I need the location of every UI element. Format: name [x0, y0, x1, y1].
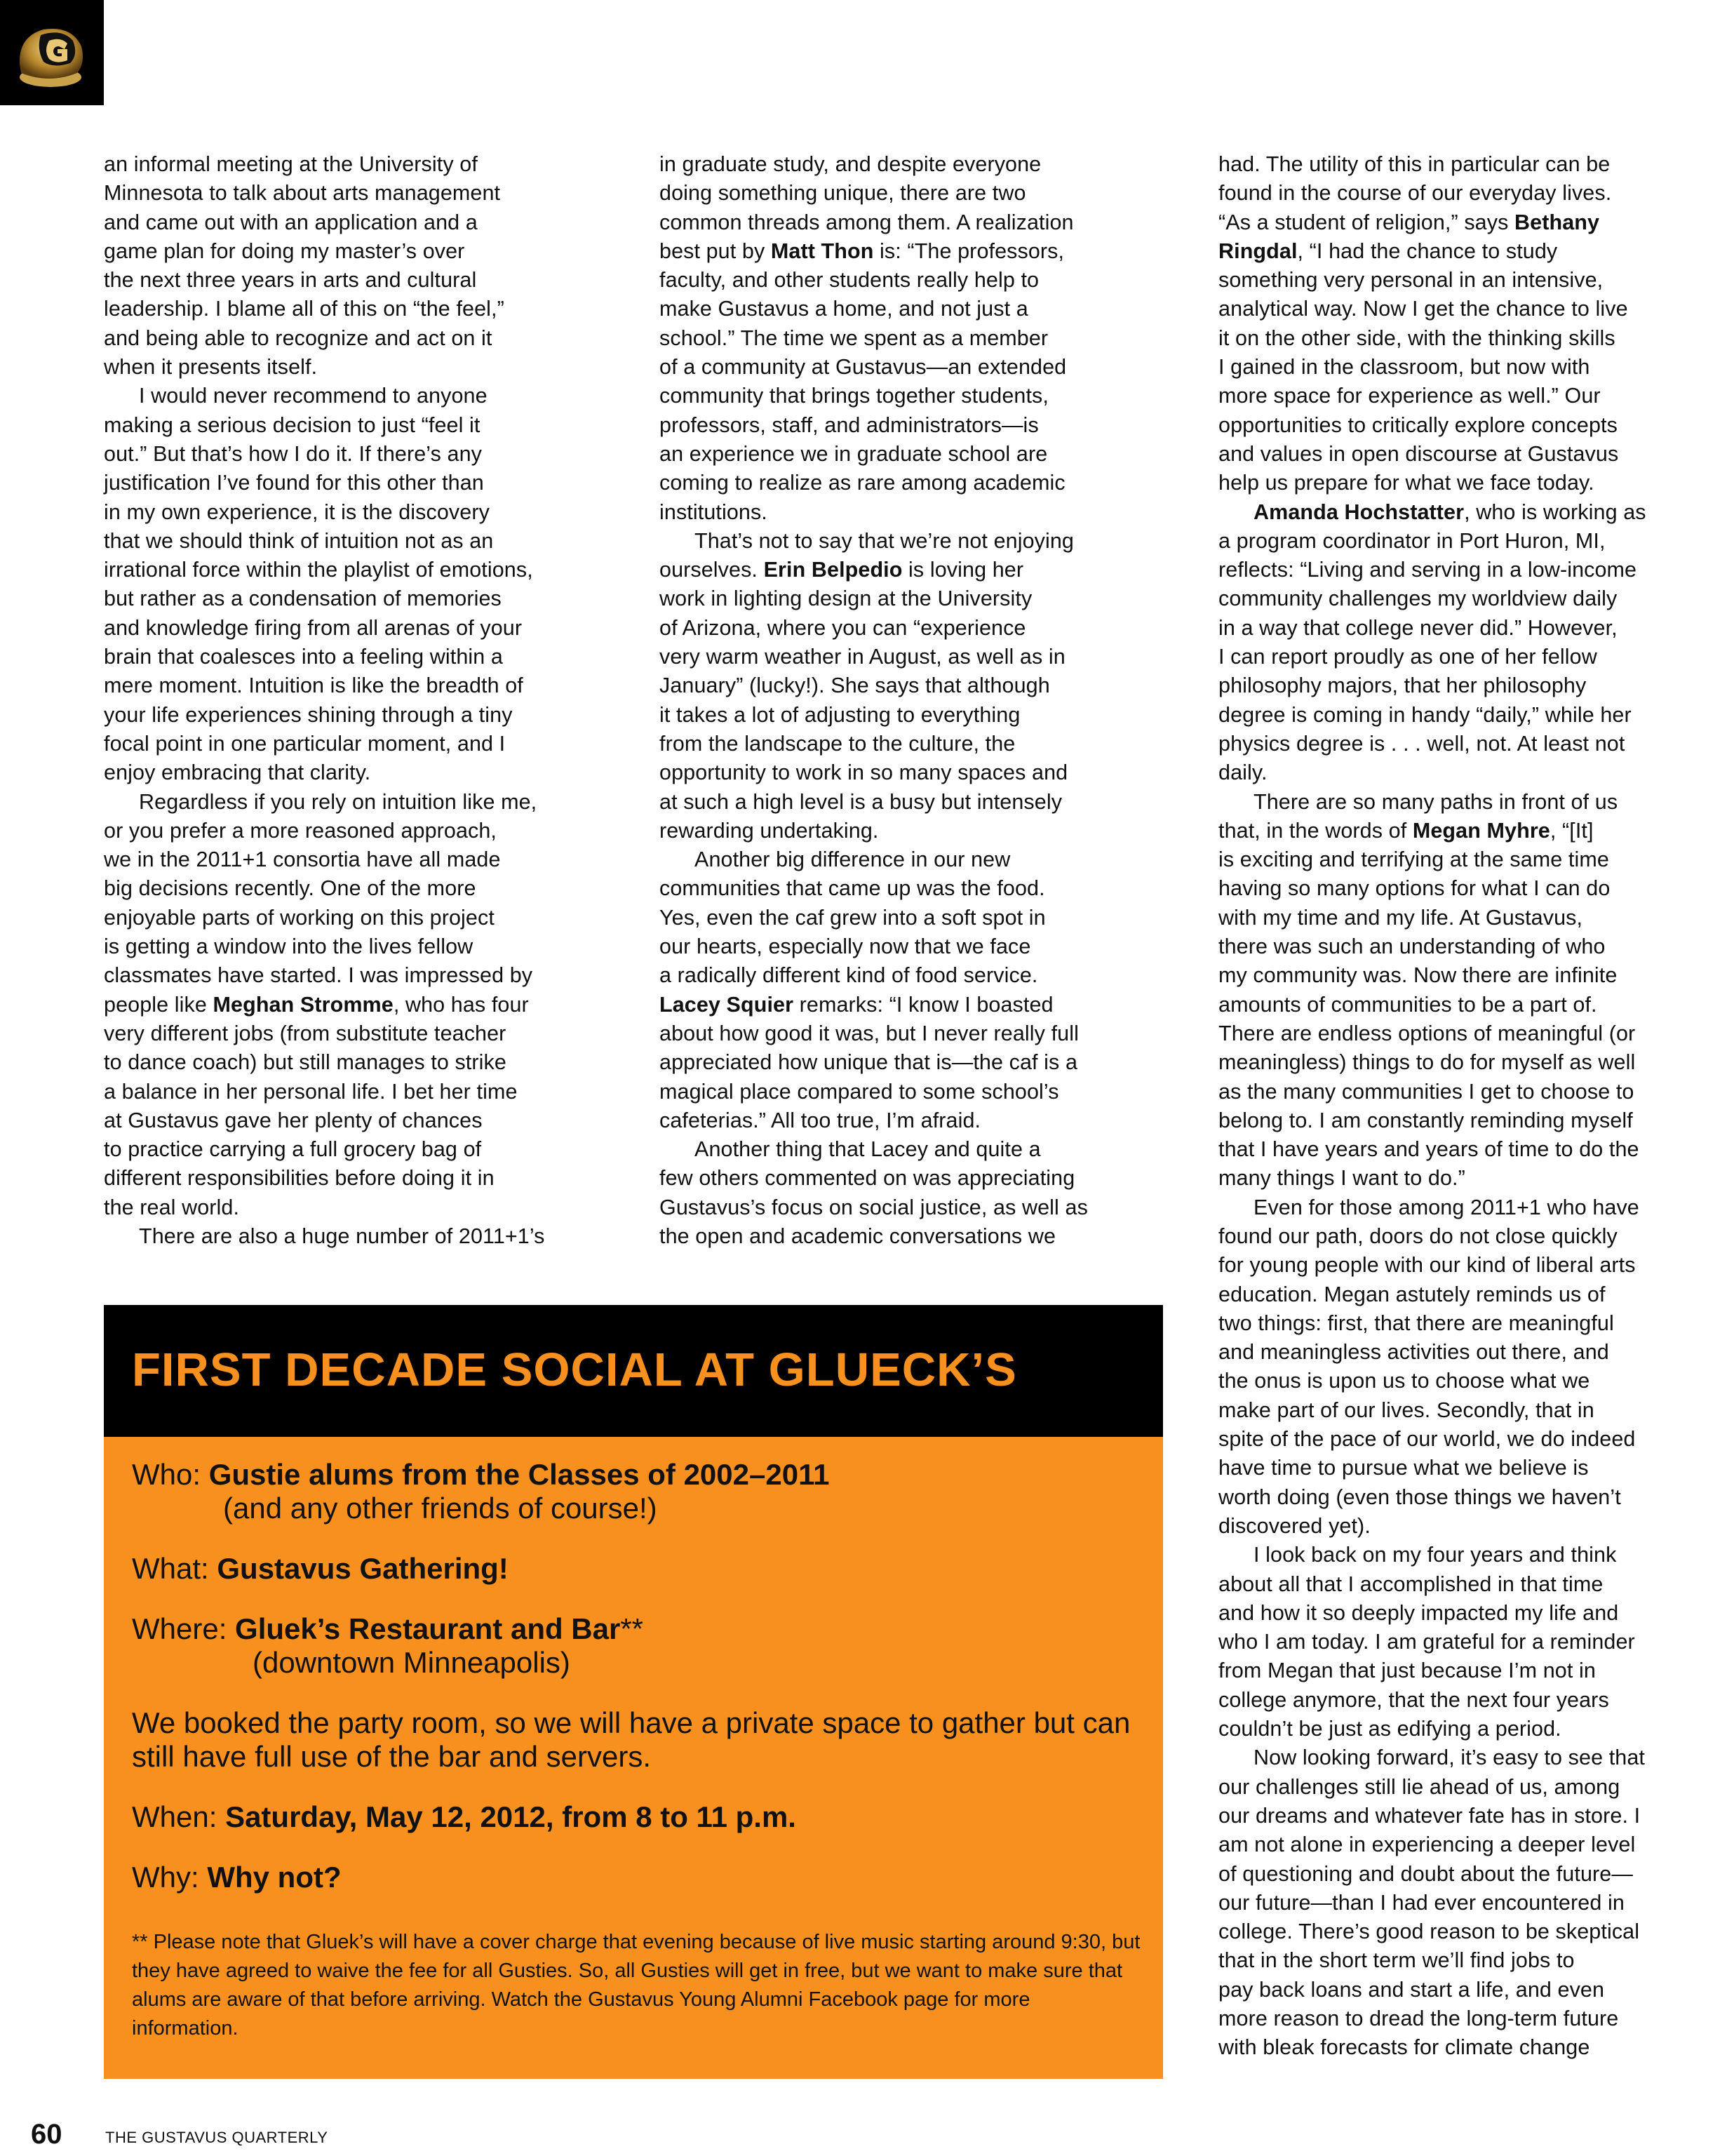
article-line: a program coordinator in Port Huron, MI, — [1218, 528, 1606, 553]
person-name: Lacey Squier — [659, 992, 794, 1017]
article-line: your life experiences shining through a tiny — [104, 702, 513, 727]
article-line: Another thing that Lacey and quite a — [694, 1137, 1041, 1162]
article-line: to practice carrying a full grocery bag of — [104, 1137, 482, 1162]
article-line: at Gustavus gave her plenty of chances — [104, 1108, 483, 1132]
article-line: found our path, doors do not close quickly — [1218, 1224, 1618, 1248]
article-line: our challenges still lie ahead of us, among — [1218, 1774, 1620, 1799]
person-name: Ringdal — [1218, 239, 1298, 263]
article-line: Yes, even the caf grew into a soft spot in — [659, 905, 1046, 930]
article-line: enjoyable parts of working on this project — [104, 905, 495, 930]
article-line: coming to realize as rare among academic — [659, 471, 1066, 495]
article-line: justification I’ve found for this other than — [104, 471, 484, 495]
article-column-3 — [1218, 150, 1734, 2063]
article-line: There are also a huge number of 2011+1’s — [139, 1224, 545, 1248]
article-line: make Gustavus a home, and not just a — [659, 297, 1028, 321]
article-line: professors, staff, and administrators—is — [659, 413, 1039, 437]
article-line: school.” The time we spent as a member — [659, 326, 1049, 350]
why-value: Why not? — [207, 1861, 342, 1894]
article-line: brain that coalesces into a feeling within a — [104, 645, 503, 669]
article-line: to dance coach) but still manages to strike — [104, 1050, 506, 1075]
article-line: worth doing (even those things we haven’t — [1218, 1485, 1621, 1509]
article-line: out.” But that’s how I do it. If there’s any — [104, 441, 483, 466]
article-line: people like Meghan Stromme, who has four — [104, 992, 529, 1017]
article-line: institutions. — [659, 500, 767, 524]
article-column-2 — [659, 150, 1171, 1251]
article-line: of questioning and doubt about the future— — [1218, 1861, 1633, 1886]
person-name: Megan Myhre — [1412, 818, 1550, 843]
article-line: is getting a window into the lives fellow — [104, 935, 473, 959]
article-line: a radically different kind of food service. — [659, 963, 1038, 988]
article-line: as the many communities I get to choose to — [1218, 1079, 1634, 1104]
article-line: opportunity to work in so many spaces and — [659, 761, 1068, 785]
article-line: irrational force within the playlist of emotions, — [104, 558, 533, 582]
article-line: leadership. I blame all of this on “the feel,” — [104, 297, 504, 321]
article-line: found in the course of our everyday lives. — [1218, 181, 1612, 206]
article-line: in my own experience, it is the discovery — [104, 500, 490, 524]
article-line: that we should think of intuition not as an — [104, 528, 494, 553]
who-subtext: (and any other friends of course!) — [223, 1492, 657, 1525]
article-line: Another big difference in our new — [694, 848, 1011, 872]
article-line: and knowledge firing from all arenas of your — [104, 615, 523, 640]
article-line: game plan for doing my master’s over — [104, 239, 465, 263]
why-label: Why: — [132, 1861, 208, 1894]
article-line: at such a high level is a busy but intensely — [659, 789, 1063, 814]
article-line: focal point in one particular moment, and I — [104, 731, 506, 756]
article-line: make part of our lives. Secondly, that in — [1218, 1398, 1594, 1422]
publication-name: THE GUSTAVUS QUARTERLY — [105, 2129, 328, 2146]
article-line: something very personal in an intensive, — [1218, 268, 1604, 293]
article-line: best put by Matt Thon is: “The professors, — [659, 239, 1065, 263]
article-line: and meaningless activities out there, and — [1218, 1340, 1609, 1365]
article-line: a balance in her personal life. I bet her time — [104, 1079, 518, 1104]
article-line: with bleak forecasts for climate change — [1218, 2035, 1590, 2060]
article-line: big decisions recently. One of the more — [104, 876, 476, 901]
article-line: Lacey Squier remarks: “I know I boasted — [659, 992, 1054, 1017]
event-callout-box — [104, 1305, 1163, 2079]
event-what — [132, 1552, 1142, 1586]
article-line: our dreams and whatever fate has in store. I — [1218, 1803, 1641, 1828]
article-line: physics degree is . . . well, not. At least not — [1218, 731, 1625, 756]
article-line: in graduate study, and despite everyone — [659, 152, 1042, 176]
where-footnote-mark: ** — [620, 1612, 644, 1645]
article-line: meaningless) things to do for myself as well — [1218, 1050, 1636, 1075]
article-line: I can report proudly as one of her fellow — [1218, 645, 1597, 669]
person-name: Erin Belpedio — [763, 558, 903, 582]
article-line: the next three years in arts and cultural — [104, 268, 477, 293]
article-line: community that brings together students, — [659, 384, 1049, 408]
article-line: of a community at Gustavus—an extended — [659, 355, 1067, 380]
article-line: discovered yet). — [1218, 1513, 1371, 1538]
article-line: Now looking forward, it’s easy to see that — [1254, 1746, 1645, 1770]
person-name: Meghan Stromme — [213, 992, 394, 1017]
article-line: am not alone in experiencing a deeper level — [1218, 1833, 1636, 1857]
what-value: Gustavus Gathering! — [217, 1552, 509, 1585]
article-line: mere moment. Intuition is like the breadth of — [104, 674, 523, 698]
article-line: is exciting and terrifying at the same time — [1218, 848, 1609, 872]
article-line: belong to. I am constantly reminding myself — [1218, 1108, 1633, 1132]
page-footer — [0, 2120, 1734, 2156]
article-line: daily. — [1218, 761, 1268, 785]
article-line: cafeterias.” All too true, I’m afraid. — [659, 1108, 981, 1132]
article-line: that I have years and years of time to do the — [1218, 1137, 1639, 1162]
where-subtext: (downtown Minneapolis) — [253, 1646, 570, 1679]
article-line: common threads among them. A realization — [659, 210, 1074, 234]
article-line: have time to pursue what we believe is — [1218, 1456, 1589, 1480]
article-line: appreciated how unique that is—the caf is a — [659, 1050, 1078, 1075]
article-line: analytical way. Now I get the chance to live — [1218, 297, 1628, 321]
article-line: but rather as a condensation of memories — [104, 587, 502, 611]
article-line: the onus is upon us to choose what we — [1218, 1369, 1590, 1393]
article-line: an informal meeting at the University of — [104, 152, 478, 176]
class-ring-logo — [0, 0, 104, 105]
article-line: different responsibilities before doing it in — [104, 1166, 495, 1191]
article-line: Gustavus’s focus on social justice, as well as — [659, 1195, 1088, 1219]
article-line: our hearts, especially now that we face — [659, 935, 1031, 959]
article-line: January” (lucky!). She says that although — [659, 674, 1050, 698]
article-line: it takes a lot of adjusting to everything — [659, 702, 1021, 727]
article-line: the real world. — [104, 1195, 240, 1219]
article-line: in a way that college never did.” However, — [1218, 615, 1618, 640]
who-value: Gustie alums from the Classes of 2002–2011 — [208, 1458, 830, 1491]
article-line: couldn’t be just as edifying a period. — [1218, 1717, 1561, 1741]
article-line: reflects: “Living and serving in a low-income — [1218, 558, 1637, 582]
when-value: Saturday, May 12, 2012, from 8 to 11 p.m. — [225, 1800, 796, 1833]
article-line: “As a student of religion,” says Bethany — [1218, 210, 1600, 234]
article-line: about how good it was, but I never really full — [659, 1021, 1079, 1045]
article-line: having so many options for what I can do — [1218, 876, 1611, 901]
event-note: We booked the party room, so we will have a private space to gather but can still have full use of the bar and servers. — [132, 1706, 1131, 1773]
article-line: spite of the pace of our world, we do indeed — [1218, 1427, 1636, 1452]
article-line: very different jobs (from substitute teacher — [104, 1021, 506, 1045]
article-line: who I am today. I am grateful for a reminder — [1218, 1630, 1635, 1654]
article-line: for young people with our kind of liberal arts — [1218, 1253, 1636, 1278]
article-line: Even for those among 2011+1 who have — [1254, 1195, 1639, 1219]
article-line: the open and academic conversations we — [659, 1224, 1056, 1248]
article-line: making a serious decision to just “feel it — [104, 413, 480, 437]
article-line: two things: first, that there are meaningful — [1218, 1311, 1614, 1335]
article-line: faculty, and other students really help to — [659, 268, 1040, 293]
article-line: it on the other side, with the thinking skills — [1218, 326, 1615, 350]
article-column-1 — [104, 150, 616, 1251]
page-number: 60 — [31, 2119, 62, 2150]
person-name: Bethany — [1514, 210, 1600, 234]
article-line: from the landscape to the culture, the — [659, 731, 1016, 756]
article-line: college anymore, that the next four years — [1218, 1687, 1609, 1712]
who-label: Who: — [132, 1458, 209, 1491]
article-line: work in lighting design at the University — [659, 587, 1033, 611]
article-line: rewarding undertaking. — [659, 818, 879, 843]
article-line: and values in open discourse at Gustavus — [1218, 441, 1619, 466]
person-name: Amanda Hochstatter — [1254, 500, 1465, 524]
article-line: an experience we in graduate school are — [659, 441, 1048, 466]
article-line: degree is coming in handy “daily,” while her — [1218, 702, 1632, 727]
event-details — [132, 1458, 1142, 2043]
article-line: we in the 2011+1 consortia have all made — [104, 848, 501, 872]
event-title: FIRST DECADE SOCIAL AT GLUECK’S — [132, 1344, 1017, 1396]
article-line: very warm weather in August, as well as in — [659, 645, 1066, 669]
article-line: our future—than I had ever encountered in — [1218, 1890, 1625, 1915]
article-line: my community was. Now there are infinite — [1218, 963, 1618, 988]
event-why — [132, 1861, 1142, 1894]
article-line: There are endless options of meaningful (or — [1218, 1021, 1636, 1045]
article-line: There are so many paths in front of us — [1254, 789, 1618, 814]
article-line: that in the short term we’ll find jobs to — [1218, 1948, 1575, 1973]
event-when — [132, 1800, 1142, 1834]
article-line: enjoy embracing that clarity. — [104, 761, 371, 785]
article-line: ourselves. Erin Belpedio is loving her — [659, 558, 1024, 582]
article-line: when it presents itself. — [104, 355, 318, 380]
article-line: that, in the words of Megan Myhre, “[It] — [1218, 818, 1594, 843]
article-line: had. The utility of this in particular can be — [1218, 152, 1611, 176]
article-line: help us prepare for what we face today. — [1218, 471, 1594, 495]
where-value: Gluek’s Restaurant and Bar — [235, 1612, 621, 1645]
article-line: opportunities to critically explore concepts — [1218, 413, 1618, 437]
article-line: I would never recommend to anyone — [139, 384, 488, 408]
article-line: more space for experience as well.” Our — [1218, 384, 1601, 408]
where-label: Where: — [132, 1612, 236, 1645]
article-line: with my time and my life. At Gustavus, — [1218, 905, 1583, 930]
event-callout-header — [104, 1305, 1163, 1437]
when-label: When: — [132, 1800, 226, 1833]
article-line: doing something unique, there are two — [659, 181, 1026, 206]
article-line: pay back loans and start a life, and even — [1218, 1977, 1605, 2002]
class-ring-icon — [0, 0, 104, 105]
article-line: Amanda Hochstatter, who is working as — [1254, 500, 1646, 524]
article-line: and being able to recognize and act on it — [104, 326, 492, 350]
article-line: I look back on my four years and think — [1254, 1543, 1617, 1567]
article-line: Ringdal, “I had the chance to study — [1218, 239, 1558, 263]
article-line: education. Megan astutely reminds us of — [1218, 1282, 1606, 1306]
article-line: community challenges my worldview daily — [1218, 587, 1618, 611]
what-label: What: — [132, 1552, 217, 1585]
event-footnote: ** Please note that Gluek’s will have a cover charge that evening because of live music starting around 9:30, but they have agreed to waive the fee for all Gusties. So, all Gusties will get in free, but we want to make sure that alums are aware of that before arriving. Watch the Gustavus Young Alumni Facebook page for more information. — [132, 1931, 1141, 2040]
article-line: classmates have started. I was impressed by — [104, 963, 533, 988]
article-line: and how it so deeply impacted my life and — [1218, 1600, 1619, 1625]
person-name: Matt Thon — [770, 239, 874, 263]
article-line: and came out with an application and a — [104, 210, 478, 234]
article-line: about all that I accomplished in that time — [1218, 1572, 1604, 1596]
article-line: philosophy majors, that her philosophy — [1218, 674, 1587, 698]
article-line: college. There’s good reason to be skeptical — [1218, 1920, 1640, 1944]
article-line: from Megan that just because I’m not in — [1218, 1659, 1596, 1683]
article-line: That’s not to say that we’re not enjoying — [694, 528, 1074, 553]
article-line: communities that came up was the food. — [659, 876, 1045, 901]
article-line: or you prefer a more reasoned approach, — [104, 818, 497, 843]
event-where — [132, 1612, 1142, 1680]
article-line: there was such an understanding of who — [1218, 935, 1606, 959]
article-line: magical place compared to some school’s — [659, 1079, 1059, 1104]
article-line: few others commented on was appreciating — [659, 1166, 1075, 1191]
article-line: Regardless if you rely on intuition like me, — [139, 789, 537, 814]
event-who — [132, 1458, 1142, 1525]
article-line: more reason to dread the long-term future — [1218, 2007, 1619, 2030]
article-line: of Arizona, where you can “experience — [659, 615, 1026, 640]
article-line: Minnesota to talk about arts management — [104, 181, 501, 206]
article-line: amounts of communities to be a part of. — [1218, 992, 1597, 1017]
article-line: I gained in the classroom, but now with — [1218, 355, 1590, 380]
article-line: many things I want to do.” — [1218, 1166, 1465, 1191]
